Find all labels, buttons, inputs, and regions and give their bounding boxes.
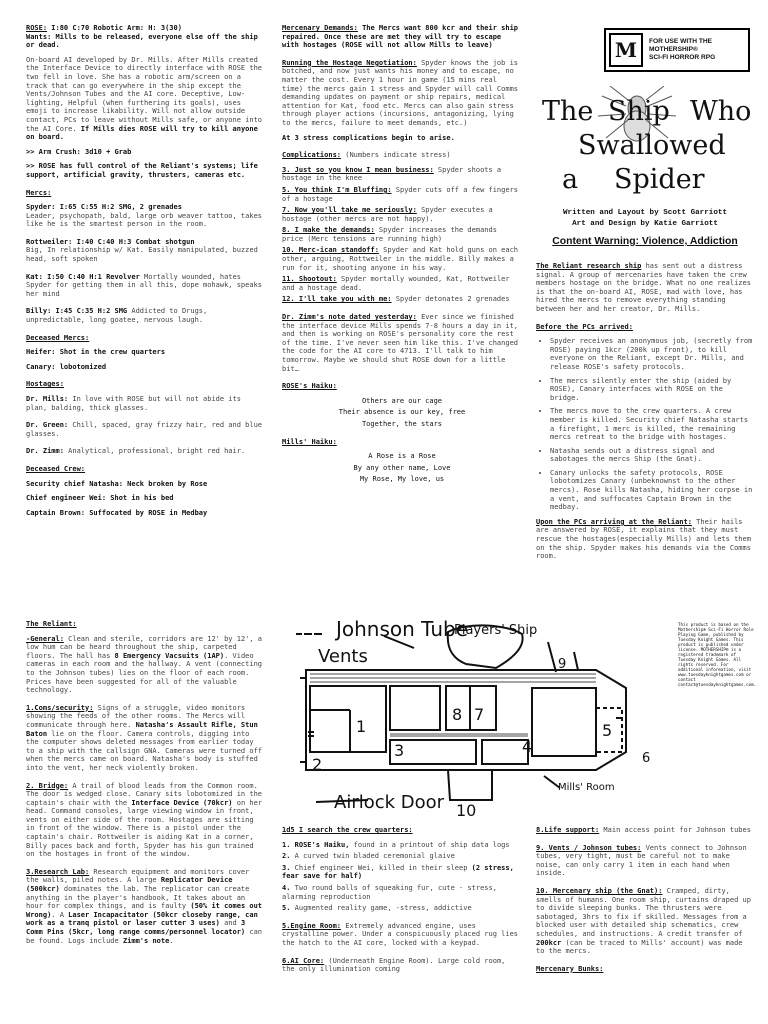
rose-wants: Wants: Mills to be released, everyone else off the ship or dead. — [26, 32, 258, 50]
room-8-life-support — [536, 826, 754, 835]
stress-threshold: At 3 stress complications begin to arise. — [282, 133, 455, 142]
before-heading: Before the PCs arrived: — [536, 322, 633, 331]
table-row — [282, 852, 522, 861]
room-text: Cramped, dirty, smells of humans. One room ship, curtains draped up to divide sleeping bunks. The thrusters were sabotaged, 3hrs to fix if skilled. Messages from a blocked user with detailed ship schematics, crew schedules, and instructions. A credit transfer of — [536, 886, 751, 938]
hostage-mills — [26, 395, 266, 412]
list-item: • The mercs move to the crew quarters. A crew member is killed. Security chief Natasha starts a firefight, 1 merc is killed, the remaining mercs retreat to the bridge with hostages. — [550, 407, 754, 441]
zimm-name: Dr. Zimm: — [26, 447, 64, 456]
room-text: . Video cameras in each room and the hallway. A vent (connecting to the Johnson tubes) lies on the floor of each room. Prices have been suggested for all of the valuable technology. — [26, 651, 263, 695]
roll-number: 4. — [282, 883, 291, 892]
room-item: Zimm's note — [122, 936, 170, 945]
room-text: (Underneath Engine Room). Large cold room, the only illumination coming — [282, 956, 506, 974]
roll-text: Chief engineer Wei, killed in their sleep — [290, 863, 472, 872]
room-text: Vents connect to Johnson tubes, very tight, must be careful not to make noise, can only carry 1 item in each hand when inside. — [536, 843, 747, 878]
rose-desc-warning: If Mills dies ROSE will try to kill anyone on board. — [26, 124, 258, 142]
table-row — [282, 864, 522, 881]
room-number-9: 9 — [558, 657, 567, 672]
list-item: • The mercs silently enter the ship (aided by ROSE), Canary interfaces with ROSE on the bridge. — [550, 377, 754, 403]
rose-stat-block — [26, 24, 266, 50]
complication-item — [282, 275, 522, 292]
complication-item — [282, 246, 522, 272]
room-number-1: 1 — [356, 717, 367, 736]
haiku-line: Others are our cage — [361, 396, 443, 405]
complication-text: Spyder shoots a hostage in the knee — [282, 165, 502, 183]
room-text: . — [169, 936, 174, 945]
table-row — [282, 884, 522, 901]
rose-haiku-heading: ROSE's Haiku: — [282, 382, 337, 391]
room-text: Clean and sterile, corridors are 12' by 12', a low hum can be heard throughout the ship, carpeted floors. The hall has — [26, 634, 263, 660]
rose-control: >> ROSE has full control of the Reliant's systems; life support, artificial gravity, thrusters, cameras etc. — [26, 162, 258, 179]
room-number-10: 10 — [456, 801, 477, 820]
upon-text: Their hails are answered by ROSE, it explains that they must rescue the hostages(especially Mills) and lets them on the ship. Spyder makes his demands via the Comms room. — [536, 517, 751, 561]
title-word: Spider — [614, 164, 705, 195]
complications-note: (Numbers indicate stress) — [341, 151, 451, 160]
hostage-zimm — [26, 447, 266, 456]
column-2-negotiation — [282, 24, 522, 490]
roll-item: ROSE's Haiku, — [290, 840, 350, 849]
complication-text: Spyder executes a hostage (other mercs are not happy). — [282, 206, 493, 223]
room-text: A trail of blood leads from the Common room. The door is wedged close. Canary sits lobotomized in the captain's chair with the — [26, 781, 263, 807]
dead-heifer: Heifer: Shot in the crew quarters — [26, 348, 166, 357]
room-item: 3 Comm Pins (5kcr, long range comms/personnel locator) — [26, 919, 246, 936]
rose-heading: ROSE: — [26, 24, 48, 32]
complication-text: Spyder detonates 2 grenades — [391, 295, 510, 304]
title-word: The — [542, 96, 594, 127]
room-text: . A — [51, 910, 69, 919]
intro-text: has sent out a distress signal. A group of mercenaries have taken the crew members hostage on the bridge. What no one realizes is that the on-board AI, ROSE, mad with love, has hired the mercs to remove everything standing between her and her creator, Dr. Mills. — [536, 262, 751, 313]
column-3-intro — [536, 262, 754, 567]
billy-stats: Billy: I:45 C:35 H:2 SMG — [26, 307, 128, 316]
complication-title: 5. You think I'm Bluffing: — [282, 185, 392, 194]
crew-quarters-table — [282, 841, 522, 913]
complications-list — [282, 166, 522, 304]
haiku-line: Their absence is our key, free — [338, 408, 466, 417]
title-word: Ship — [608, 96, 670, 127]
rose-haiku — [282, 397, 522, 429]
dead-canary: Canary: lobotomized — [26, 362, 107, 371]
complication-item — [282, 206, 522, 223]
negotiation-text: Spyder knows the job is botched, and now just wants his money and to escape, no matter the cost. Every 1 hour in game (15 mins real time) the mercs gain 1 stress and Spyder will call Comms demanding updates on payment or ship repairs, medical attention for Kat, food etc. Mercs can also gain stress through player actions (incursions, antagonizing, lying to the mercs, failure to meet demands, etc.) — [282, 58, 519, 127]
roll-number: 5. — [282, 904, 291, 913]
title-word: a — [562, 164, 579, 195]
demands-text: The Mercs want 800 kcr and their ship repaired. Once these are met they will try to escape with hostages (ROSE will not allow Mills to leave) — [282, 24, 519, 50]
hostage-negotiation — [282, 59, 522, 128]
merc-spyder — [26, 203, 266, 229]
room-item: Laser Incapacitator (50kcr closeby range, can work as a tranq pistol or laser cutter 3 uses) — [26, 910, 258, 928]
rose-desc-text: On-board AI developed by Dr. Mills. After Mills created the Interface Device to directly interface with ROSE the two fell in love. She has a robotic arm/screen on a track that can go everywhere in the ship except the Vents/Johnson Tubes and the AI core. Deceptive, Low-lighting, Helpful (when furthering its goals), uses emoji to increase likability. Will not allow outside contact, PCs to leave without Mills safe, or anyone into the AI Core. — [26, 55, 263, 133]
room-text: Extremely advanced engine, uses crystalline power. Under a conspicuously placed rug lies the hatch to the AI core, locked with a keypad. — [282, 921, 519, 947]
room-2-bridge — [26, 782, 266, 859]
green-desc: Chill, spaced, gray frizzy hair, red and blue glasses. — [26, 421, 263, 438]
credits — [536, 208, 754, 230]
hostages-heading: Hostages: — [26, 380, 64, 389]
room-text: dominates the lab. The replicator can create anything in the player's handbook, It takes about an hour for complex things, and is faulty — [26, 885, 250, 911]
haiku-line: A Rose is a Rose — [368, 452, 436, 461]
roll-item: (2 stress, fear save for half) — [282, 863, 514, 881]
room-number-3: 3 — [394, 741, 405, 760]
spyder-stats: Spyder: I:65 C:55 H:2 SMG, 2 grenades — [26, 203, 182, 212]
rottweiler-stats: Rottweiler: I:40 C:40 H:3 Combat shotgun — [26, 237, 195, 246]
mills-desc: In love with ROSE but will not abide its plan, balding, thick glasses. — [26, 395, 241, 412]
mills-haiku-heading: Mills' Haiku: — [282, 437, 337, 446]
complications-heading-line — [282, 151, 522, 160]
map-label-airlock-door: Airlock Door — [334, 792, 445, 813]
complication-text: Spyder and Kat hold guns on each other, arguing, Rottweiler in the middle. Billy makes a run for it, shooting anyone in his way. — [282, 246, 519, 272]
complication-text: Spyder cuts off a few fingers of a hostage — [282, 185, 519, 203]
complication-title: 11. Shootout: — [282, 275, 337, 284]
table-row — [282, 841, 522, 850]
complication-item — [282, 226, 522, 243]
reliant-heading: The Reliant: — [26, 620, 77, 628]
merc-billy — [26, 307, 266, 324]
spyder-desc: Leader, psychopath, bald, large orb weaver tattoo, takes like he is the smartest person in the room. — [26, 211, 263, 229]
legal-notice: This product is based on the Mothership® Sci-Fi Horror Role Playing Game, published by Tuesday Knight Games. This product is published under license. MOTHERSHIP® is a registered trademark of Tuesday Knight Games. All rights reserved. For additional information, visit www.tuesdayknightgames.com or contact contact@tuesdayknightgames.com. — [678, 622, 757, 687]
intro — [536, 262, 754, 314]
column-2-rooms — [282, 826, 522, 980]
intro-heading: The Reliant research ship — [536, 262, 642, 270]
room-heading: 1.Coms/security: — [26, 703, 94, 712]
haiku-line: By any other name, Love — [353, 463, 451, 472]
hostage-green — [26, 421, 266, 438]
mercenary-demands — [282, 24, 522, 50]
complication-title: 3. Just so you know I mean business: — [282, 165, 434, 174]
room-10-gnat — [536, 887, 754, 956]
rose-stats: I:80 C:70 Robotic Arm: H: 3(30) — [47, 24, 182, 32]
complication-text: Spyder mortally wounded, Kat, Rottweiler and a hostage dead. — [282, 275, 510, 292]
complication-item — [282, 186, 522, 203]
list-item: • Natasha sends out a distress signal and sabotages the mercs Ship (the Gnat). — [550, 447, 754, 464]
room-number-6: 6 — [642, 751, 651, 766]
room-item: (50% it comes out Wrong) — [26, 902, 263, 919]
complications-heading: Complications: — [282, 151, 342, 160]
deceased-crew-heading: Deceased Crew: — [26, 464, 86, 473]
mothership-compatibility-badge — [604, 28, 750, 72]
billy-desc: Addicted to Drugs, unpredictable, long goatee, nervous laugh. — [26, 307, 208, 325]
crew-quarters-heading: 1d5 I search the crew quarters: — [282, 826, 413, 834]
deceased-mercs-heading: Deceased Mercs: — [26, 333, 90, 342]
room-text: lie on the floor. Camera controls, digging into the computer shows deleted messages from earlier today to a ship with the callsign GNA. Cameras were turned off when the mercs came on board. Natasha's body is stuffed into the vent, her neck violently broken. — [26, 729, 263, 772]
badge-line: SCI-FI HORROR RPG — [649, 54, 716, 61]
rottweiler-desc: Big, In relationship w/ Kat. Easily manipulated, buzzed head, soft spoken — [26, 246, 258, 264]
credit-writer: Written and Layout by Scott Garriott — [562, 209, 728, 217]
complication-title: 8. I make the demands: — [282, 226, 375, 235]
room-item: 8 Emergency Vacsuits (1AP) — [114, 651, 225, 660]
complication-text: Spyder increases the demands price (Merc tensions are running high) — [282, 226, 497, 243]
room-heading: 3.Research Lab: — [26, 867, 90, 876]
dead-wei: Chief engineer Wei: Shot in his bed — [26, 494, 174, 503]
dead-brown: Captain Brown: Suffocated by ROSE in Medbay — [26, 508, 208, 517]
room-1-coms — [26, 704, 266, 773]
room-6-ai-core — [282, 957, 522, 974]
merc-rottweiler — [26, 238, 266, 264]
kat-desc: Mortally wounded, hates Spyder for getting them in all this, dope mohawk, speaks her mind — [26, 272, 263, 298]
dead-natasha: Security chief Natasha: Neck broken by Rose — [26, 479, 208, 488]
roll-number: 1. — [282, 840, 291, 849]
complication-item — [282, 166, 522, 183]
column-3-rooms — [536, 826, 754, 979]
mills-name: Dr. Mills: — [26, 395, 69, 403]
room-item: Interface Device (70kcr) — [131, 798, 233, 807]
mills-haiku — [282, 452, 522, 484]
list-item: • Spyder receives an anonymous job, (secretly from ROSE) paying 1kcr (200k up front), to kill everyone on the Reliant, except Dr. Mills, and release ROSE's safety protocols. — [550, 337, 754, 371]
room-heading: 6.AI Core: — [282, 956, 325, 965]
haiku-line: Together, the stars — [361, 419, 443, 428]
room-item: Natasha's Assault Rifle, Stun Baton — [26, 720, 258, 738]
room-heading: 9. Vents / Johnson tubes: — [536, 843, 642, 852]
room-text: on her head. Command consoles, large viewing window in front, vents on either side of the room. Hostages are sitting in front of the window. There is a pistol under the captain's chair. Rottweiler is aiding Kat in a corner, Billy paces back and forth, Spyder has his gun trained on the hostages in front of the window. — [26, 798, 263, 859]
title-word: Swallowed — [578, 130, 726, 161]
map-label-vents: Vents — [318, 646, 368, 667]
title-word: Who — [690, 96, 752, 127]
room-text: can be found. Logs include — [26, 928, 263, 945]
zimm-note — [282, 313, 522, 373]
badge-text — [643, 38, 715, 62]
haiku-line: My Rose, My love, us — [359, 475, 445, 484]
room-text: (can be traced to Mills' account) was made to the mercs. — [536, 938, 743, 956]
column-1-characters — [26, 24, 266, 523]
title-art — [540, 86, 754, 196]
roll-text: Two round balls of squeaking fur, cute - stress, alarming reproduction — [282, 883, 497, 901]
room-number-7: 7 — [474, 705, 485, 724]
room-3-lab — [26, 868, 266, 945]
room-item: Replicator Device (500kcr) — [26, 876, 233, 894]
room-number-4: 4 — [522, 737, 533, 756]
upon-heading: Upon the PCs arriving at the Reliant: — [536, 517, 692, 526]
mothership-logo: M — [609, 33, 643, 67]
zimm-desc: Analytical, professional, bright red hair. — [63, 447, 246, 456]
roll-text: A curved twin bladed ceremonial glaive — [290, 852, 455, 861]
complication-title: 7. Now you'll take me seriously: — [282, 206, 417, 215]
content-warning: Content Warning: Violence, Addiction — [552, 236, 738, 247]
roll-text: Augmented reality game, -stress, addictive — [290, 904, 472, 913]
table-row — [282, 904, 522, 913]
roll-number: 3. — [282, 863, 291, 872]
green-name: Dr. Green: — [26, 421, 69, 430]
upon-arrival — [536, 518, 754, 561]
zimm-note-heading: Dr. Zimm's note dated yesterday: — [282, 313, 417, 322]
room-item: 200kcr — [536, 938, 562, 947]
room-number-8: 8 — [452, 705, 463, 724]
badge-line: MOTHERSHIP® — [649, 46, 698, 53]
rose-description — [26, 56, 266, 142]
room-text: Main access point for Johnson tubes — [599, 826, 751, 834]
room-heading: 8.Life support: — [536, 826, 600, 834]
arm-crush: >> Arm Crush: 3d10 + Grab — [26, 147, 132, 156]
zimm-note-text: Ever since we finished the interface device Mills spends 7-8 hours a day in it, and then is working on ROSE's personality core the rest of the time. I've never seen him like this. I've changed the code for the AI core to 4713. I'll talk to him tomorrow. Maybe we should shut ROSE down for a little bit… — [282, 313, 519, 373]
kat-stats: Kat: I:50 C:40 H:1 Revolver — [26, 272, 140, 281]
map-label-mills-room: Mills' Room — [558, 782, 615, 793]
complication-item — [282, 295, 522, 304]
complication-title: 12. I'll take you with me: — [282, 295, 392, 304]
room-text: Research equipment and monitors cover the walls, piled notes. A large — [26, 867, 250, 885]
before-list — [536, 337, 754, 512]
room-heading: 5.Engine Room: — [282, 921, 342, 930]
mercs-heading: Mercs: — [26, 188, 52, 197]
credit-artist: Art and Design by Katie Garriott — [572, 220, 718, 228]
room-number-2: 2 — [312, 755, 323, 774]
room-9-vents — [536, 844, 754, 878]
room-5-engine — [282, 922, 522, 948]
room-heading: -General: — [26, 634, 64, 643]
demands-heading: Mercenary Demands: — [282, 24, 358, 32]
room-heading: 10. Mercenary ship (the Gnat): — [536, 886, 663, 895]
roll-text: found in a printout of ship data logs — [349, 840, 510, 849]
ship-map — [296, 612, 676, 820]
negotiation-heading: Running the Hostage Negotiation: — [282, 58, 417, 67]
room-text: Signs of a struggle, video monitors showing the feeds of the other rooms. The Mercs will communicate through here. — [26, 703, 246, 729]
room-number-5: 5 — [602, 721, 613, 740]
map-label-johnson-tube: Johnson Tube — [336, 617, 469, 641]
list-item: • Canary unlocks the safety protocols, ROSE lobotomizes Canary (unbeknownst to the other mercs). Rose kills Natasha, hiding her corpse in a vent, and suffocates Captain Brown in the medbay. — [550, 469, 754, 512]
roll-number: 2. — [282, 852, 291, 861]
room-general — [26, 635, 266, 695]
mercenary-bunks-heading: Mercenary Bunks: — [536, 964, 604, 973]
room-heading: 2. Bridge: — [26, 781, 69, 790]
badge-line: FOR USE WITH THE — [649, 38, 713, 45]
map-label-players-ship: Players' Ship — [454, 623, 538, 638]
complication-title: 10. Merc-ican standoff: — [282, 246, 379, 255]
merc-kat — [26, 273, 266, 299]
room-text: and — [219, 919, 241, 928]
column-1-rooms — [26, 620, 266, 951]
